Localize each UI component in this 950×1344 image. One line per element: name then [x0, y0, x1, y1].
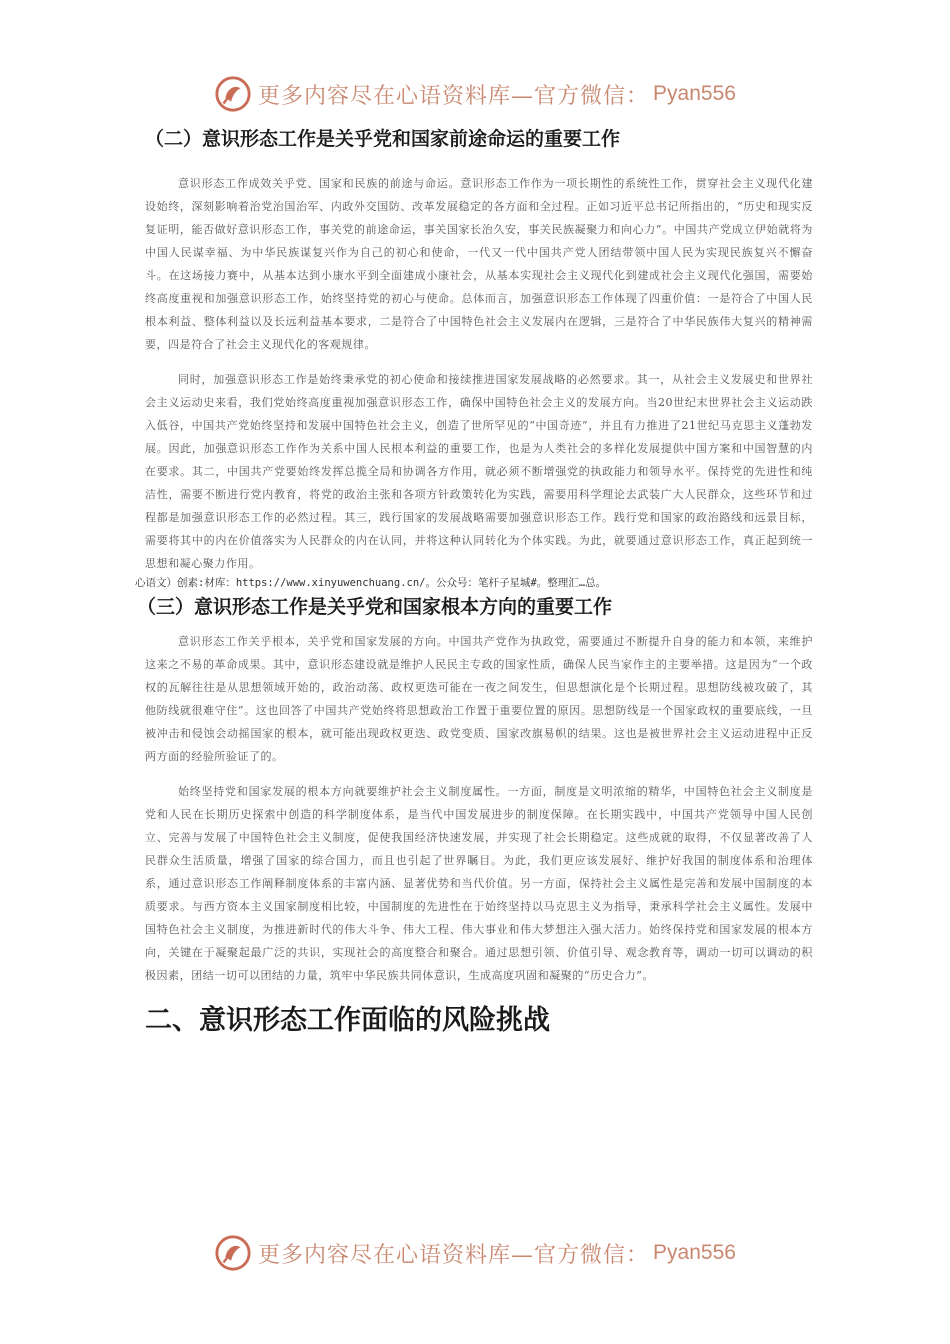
paragraph: 意识形态工作成效关乎党、国家和民族的前途与命运。意识形态工作作为一项长期性的系统性工作，贯穿社会主义现代化建设始终，深刻影响着治党治国治军、内政外交国防、改革发展稳定的各方面和全过程。正如习近平总书记所指出的，“历史和现实反复证明，能否做好意识形态工作，事关党的前途命运，事关国家长治久安，事关民族凝聚力和向心力”。中国共产党成立伊始就将为中国人民谋幸福、为中华民族谋复兴作为自己的初心和使命，一代又一代中国共产党人团结带领中国人民为实现民族复兴不懈奋斗。在这场接力赛中，从基本达到小康水平到全面建成小康社会，从基本实现社会主义现代化到建成社会主义现代化强国，需要始终高度重视和加强意识形态工作，始终坚持党的初心与使命。总体而言，加强意识形态工作体现了四重价值：一是符合了中国人民根本利益、整体利益以及长远利益基本要求，二是符合了中国特色社会主义发展内在逻辑，三是符合了中华民族伟大复兴的精神需要，四是符合了社会主义现代化的客观规律。: [145, 177, 813, 351]
header-banner: [0, 72, 950, 116]
section-heading-2: （二）意识形态工作是关乎党和国家前途命运的重要工作: [145, 128, 621, 150]
paragraph: 同时，加强意识形态工作是始终秉承党的初心使命和接续推进国家发展战略的必然要求。其一，从社会主义发展史和世界社会主义运动史来看，我们党始终高度重视加强意识形态工作，确保中国特色社会主义的发展方向。当20世纪末世界社会主义运动跌入低谷，中国共产党始终坚持和发展中国特色社会主义，创造了世所罕见的“中国奇迹”，并且有力推进了21世纪马克思主义蓬勃发展。因此，加强意识形态工作作为关系中国人民根本利益的重要工作，也是为人类社会的多样化发展提供中国方案和中国智慧的内在要求。其二，中国共产党要始终发挥总揽全局和协调各方作用，就必须不断增强党的执政能力和领导水平。保持党的先进性和纯洁性，需要不断进行党内教育，将党的政治主张和各项方针政策转化为实践，需要用科学理论去武装广大人民群众，这些环节和过程都是加强意识形态工作的必然过程。其三，践行国家的发展战略需要加强意识形态工作。践行党和国家的政治路线和远景目标，需要将其中的内在价值落实为人民群众的内在认同，并将这种认同转化为个体实践。为此，就要通过意识形态工作，真正起到统一思想和凝心聚力作用。: [145, 373, 813, 570]
banner-wechat-id: Pyan556: [653, 1241, 736, 1264]
camellia-logo-icon: [214, 1234, 252, 1272]
footer-banner: [0, 1231, 950, 1275]
paragraph: 意识形态工作关乎根本，关乎党和国家发展的方向。中国共产党作为执政党，需要通过不断提升自身的能力和本领，来维护这来之不易的革命成果。其中，意识形态建设就是维护人民民主专政的国家性质，确保人民当家作主的主要举措。这是因为“一个政权的瓦解往往是从思想领域开始的，政治动荡、政权更迭可能在一夜之间发生，但思想演化是个长期过程。思想防线被攻破了，其他防线就很难守住”。这也回答了中国共产党始终将思想政治工作置于重要位置的原因。思想防线是一个国家政权的重要底线，一旦被冲击和侵蚀会动摇国家的根本，就可能出现政权更迭、政党变质、国家改旗易帜的结果。这也是被世界社会主义运动进程中正反两方面的经验所验证了的。: [145, 635, 813, 763]
camellia-logo-icon: [214, 75, 252, 113]
document-body: [135, 124, 813, 1043]
banner-wechat-id: Pyan556: [653, 82, 736, 105]
banner-text: 更多内容尽在心语资料库—官方微信：: [258, 1242, 650, 1268]
source-line: 心语文）创素:材库：https://www.xinyuwenchuang.cn/。公众号：笔杆子星城#。整理汇…总。: [135, 577, 607, 589]
chapter-heading: 二、意识形态工作面临的风险挑战: [145, 1005, 550, 1036]
paragraph: 始终坚持党和国家发展的根本方向就要维护社会主义制度属性。一方面，制度是文明浓缩的精华，中国特色社会主义制度是党和人民在长期历史探索中创造的科学制度体系，是当代中国发展进步的制度保障。在长期实践中，中国共产党领导中国人民创立、完善与发展了中国特色社会主义制度，促使我国经济快速发展，并实现了社会长期稳定。这些成就的取得，不仅显著改善了人民群众生活质量，增强了国家的综合国力，而且也引起了世界瞩目。为此，我们更应该发展好、维护好我国的制度体系和治理体系，通过意识形态工作阐释制度体系的丰富内涵、显著优势和当代价值。另一方面，保持社会主义属性是完善和发展中国制度的本质要求。与西方资本主义国家制度相比较，中国制度的先进性在于始终坚持以马克思主义为指导，秉承科学社会主义属性。发展中国特色社会主义制度，为推进新时代的伟大斗争、伟大工程、伟大事业和伟大梦想注入强大活力。始终保持党和国家发展的根本方向，关键在于凝聚起最广泛的共识，实现社会的高度整合和聚合。通过思想引领、价值引导、观念教育等，调动一切可以调动的积极因素，团结一切可以团结的力量，筑牢中华民族共同体意识，生成高度巩固和凝聚的“历史合力”。: [145, 785, 813, 982]
section-heading-3: （三）意识形态工作是关乎党和国家根本方向的重要工作: [137, 596, 613, 618]
banner-text: 更多内容尽在心语资料库—官方微信：: [258, 83, 650, 109]
